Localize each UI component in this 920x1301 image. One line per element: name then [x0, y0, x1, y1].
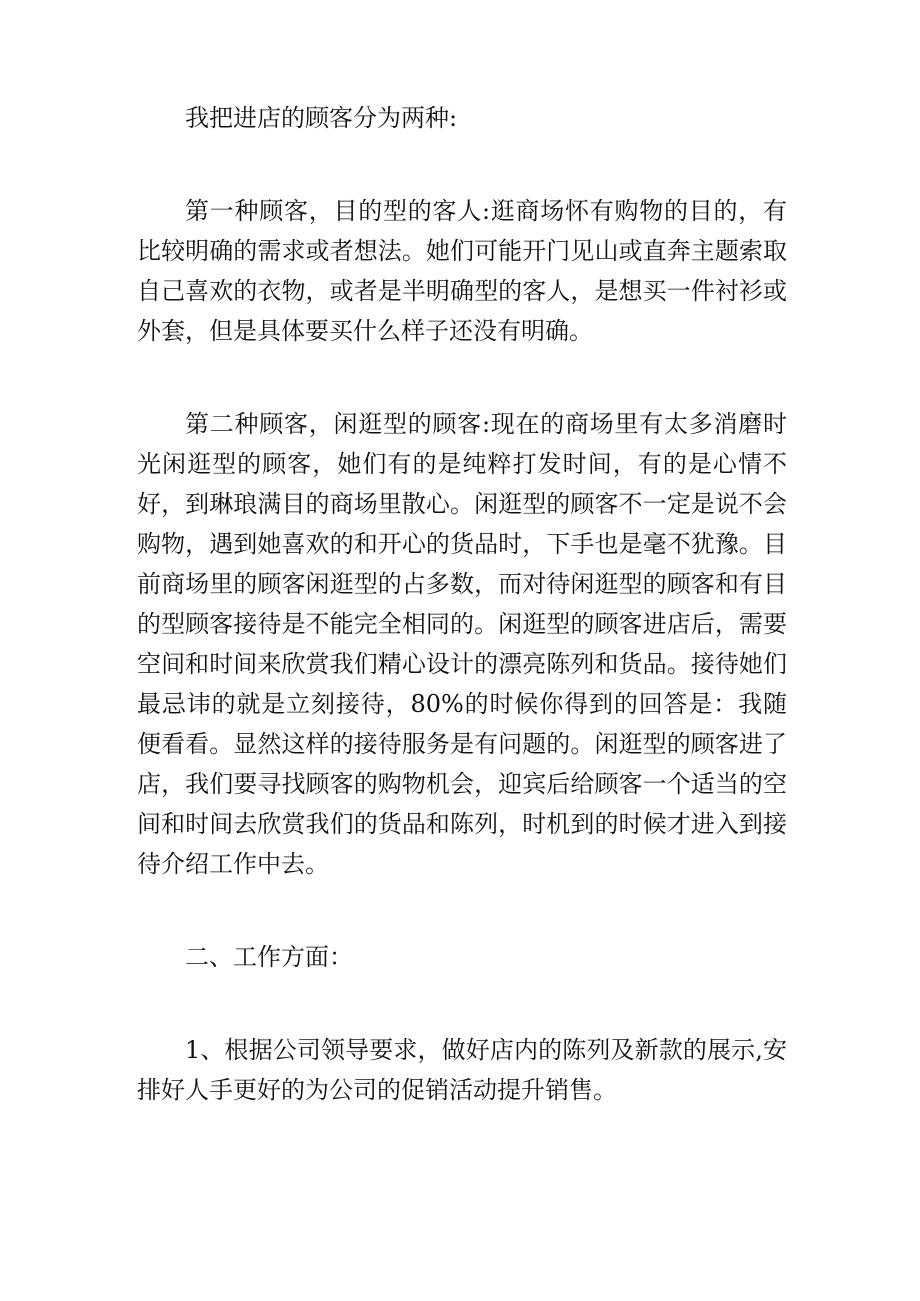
- section-heading: 二、工作方面：: [185, 943, 353, 971]
- intro-paragraph: 我把进店的顾客分为两种:: [185, 104, 458, 132]
- customer-type-2-paragraph: 第二种顾客，闲逛型的顾客:现在的商场里有太多消磨时光闲逛型的顾客，她们有的是纯粹打发时间，有的是心情不好，到琳琅满目的商场里散心。闲逛型的顾客不一定是说不会购物，遇到她喜欢的和开心的货品时，下手也是毫不犹豫。目前商场里的顾客闲逛型的占多数，而对待闲逛型的顾客和有目的型顾客接待是不能完全相同的。闲逛型的顾客进店后，需要空间和时间来欣赏我们精心设计的漂亮陈列和货品。接待她们最忌讳的就是立刻接待，80%的时候你得到的回答是：我随便看看。显然这样的接待服务是有问题的。闲逛型的顾客进了店，我们要寻找顾客的购物机会，迎宾后给顾客一个适当的空间和时间去欣赏我们的货品和陈列，时机到的时候才进入到接待介绍工作中去。: [137, 410, 787, 878]
- work-item-1-paragraph: 1、根据公司领导要求，做好店内的陈列及新款的展示,安排好人手更好的为公司的促销活动提升销售。: [137, 1036, 787, 1104]
- document-page: [137, 98, 787, 1110]
- customer-type-1-paragraph: 第一种顾客，目的型的客人:逛商场怀有购物的目的，有比较明确的需求或者想法。她们可能开门见山或直奔主题索取自己喜欢的衣物，或者是半明确型的客人，是想买一件衬衫或外套，但是具体要买什么样子还没有明确。: [137, 197, 787, 345]
